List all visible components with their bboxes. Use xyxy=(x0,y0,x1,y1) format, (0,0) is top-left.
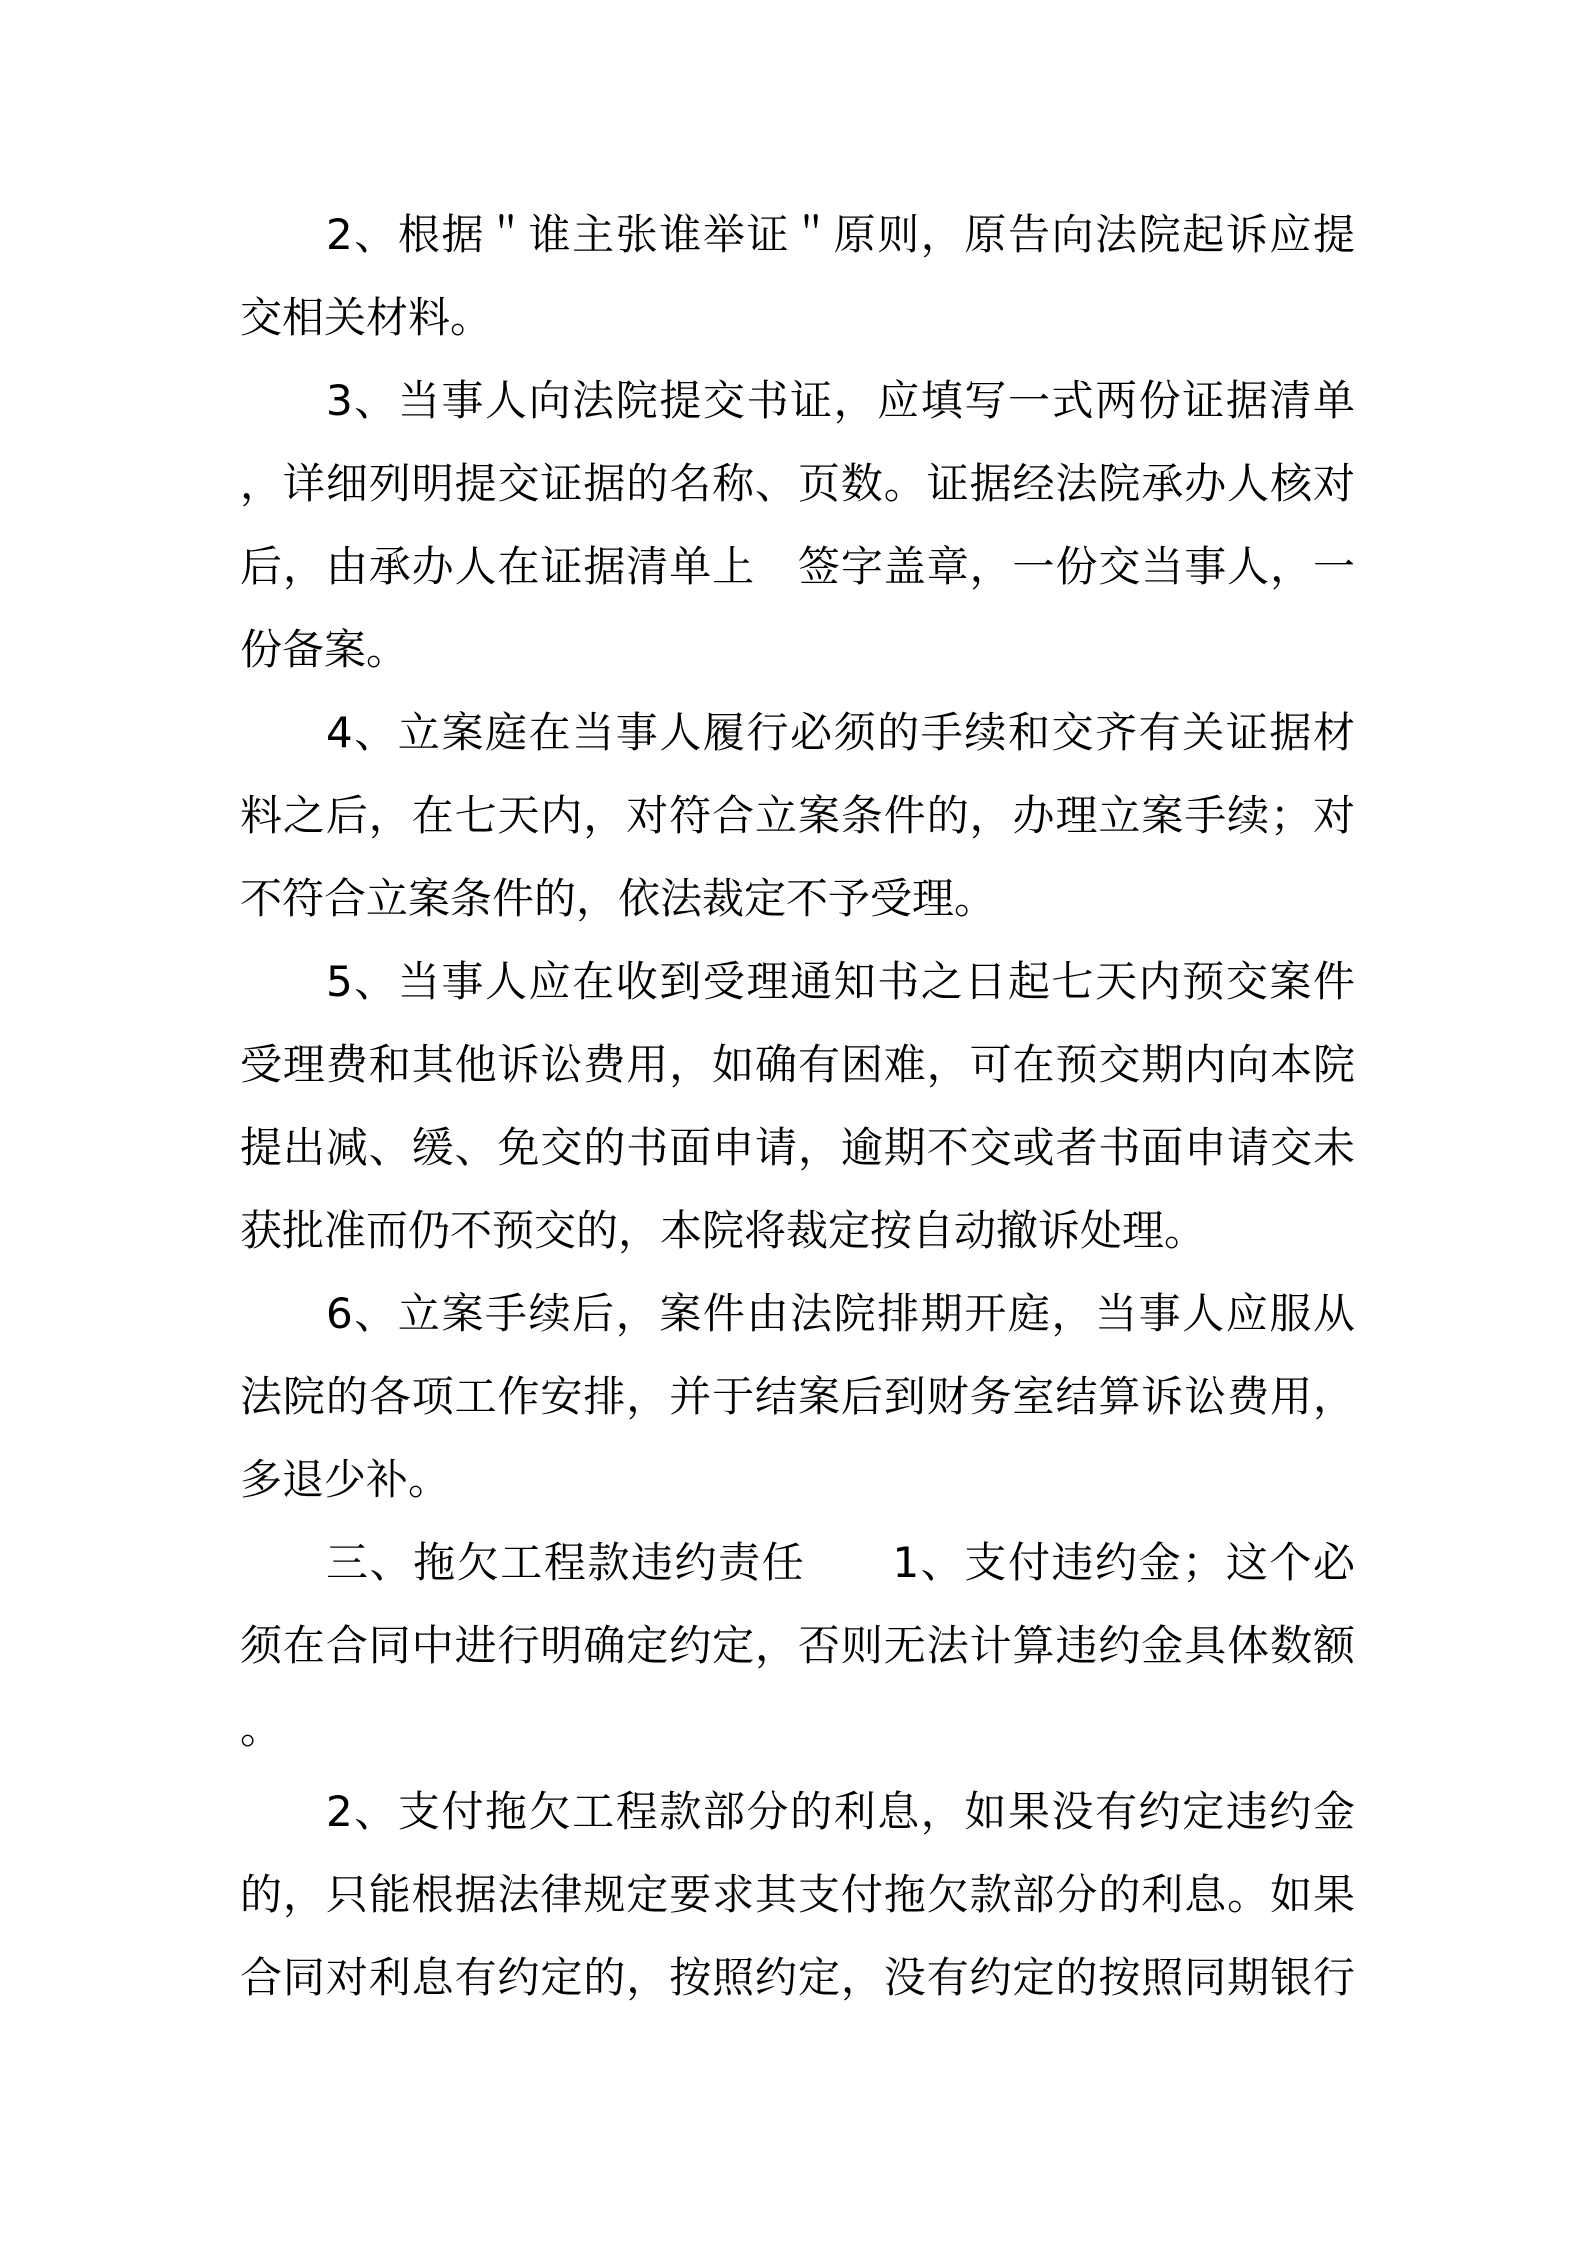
text-line: 三、拖欠工程款违约责任 1、支付违约金；这个必 xyxy=(326,1538,1355,1587)
text-line: 2、根据＂谁主张谁举证＂原则，原告向法院起诉应提 xyxy=(326,210,1355,259)
text-line: 。 xyxy=(240,1704,283,1753)
text-line: 多退少补。 xyxy=(240,1455,451,1504)
text-line: 合同对利息有约定的，按照约定，没有约定的按照同期银行 xyxy=(240,1953,1355,2002)
text-line: 料之后，在七天内，对符合立案条件的，办理立案手续；对 xyxy=(240,791,1355,840)
text-line: 不符合立案条件的，依法裁定不予受理。 xyxy=(240,874,997,923)
text-line: 的，只能根据法律规定要求其支付拖欠款部分的利息。如果 xyxy=(240,1870,1355,1919)
text-line: 须在合同中进行明确定约定，否则无法计算违约金具体数额 xyxy=(240,1621,1355,1670)
text-line: 6、立案手续后，案件由法院排期开庭，当事人应服从 xyxy=(326,1289,1355,1338)
text-line: 3、当事人向法院提交书证，应填写一式两份证据清单 xyxy=(326,376,1355,425)
text-line: 提出减、缓、免交的书面申请，逾期不交或者书面申请交未 xyxy=(240,1123,1355,1172)
text-line: 受理费和其他诉讼费用，如确有困难，可在预交期内向本院 xyxy=(240,1040,1355,1089)
text-line: ，详细列明提交证据的名称、页数。证据经法院承办人核对 xyxy=(240,459,1355,508)
text-line: 5、当事人应在收到受理通知书之日起七天内预交案件 xyxy=(326,957,1355,1006)
text-line: 后，由承办人在证据清单上 签字盖章，一份交当事人，一 xyxy=(240,542,1355,591)
document-body xyxy=(240,193,1355,2019)
text-line: 获批准而仍不预交的，本院将裁定按自动撤诉处理。 xyxy=(240,1206,1207,1255)
text-line: 2、支付拖欠工程款部分的利息，如果没有约定违约金 xyxy=(326,1787,1355,1836)
text-line: 份备案。 xyxy=(240,625,409,674)
text-line: 法院的各项工作安排，并于结案后到财务室结算诉讼费用， xyxy=(240,1372,1355,1421)
text-line: 4、立案庭在当事人履行必须的手续和交齐有关证据材 xyxy=(326,708,1355,757)
text-line: 交相关材料。 xyxy=(240,293,493,342)
